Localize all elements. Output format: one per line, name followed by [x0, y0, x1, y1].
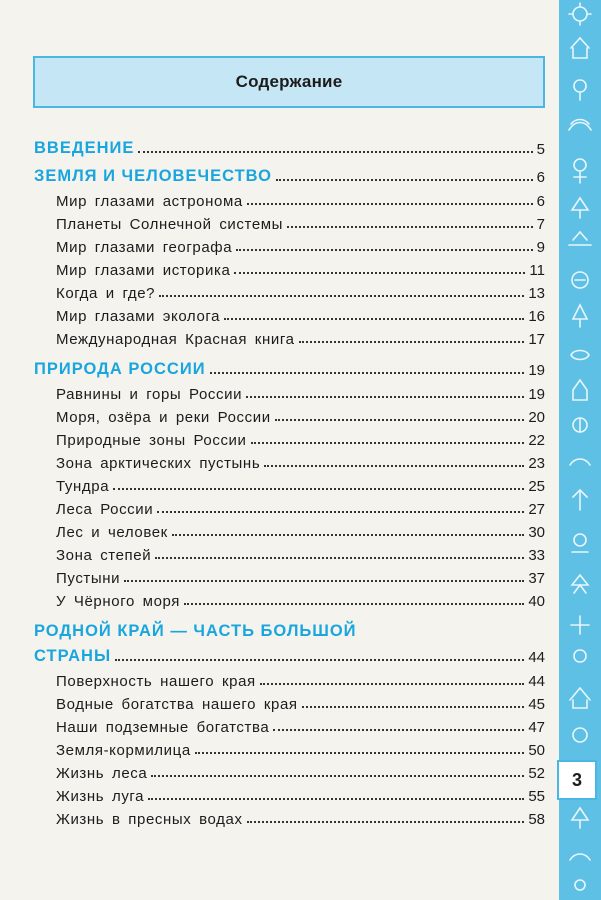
item-page: 45 — [528, 696, 545, 713]
item-page: 20 — [528, 409, 545, 426]
item-page: 13 — [528, 285, 545, 302]
page-number: 3 — [557, 760, 597, 800]
dot-leader — [234, 271, 525, 274]
toc-item[interactable] — [56, 542, 545, 564]
item-page: 47 — [528, 719, 545, 736]
toc-item[interactable] — [56, 234, 545, 256]
item-page: 16 — [528, 308, 545, 325]
section-title: ПРИРОДА РОССИИ — [34, 360, 206, 378]
toc-section-intro[interactable] — [34, 134, 545, 158]
dot-leader — [195, 751, 525, 754]
toc-item[interactable] — [56, 496, 545, 518]
dot-leader — [275, 418, 525, 421]
section-title-line1: РОДНОЙ КРАЙ — ЧАСТЬ БОЛЬШОЙ — [34, 622, 357, 640]
item-page: 27 — [528, 501, 545, 518]
item-title: Мир глазами эколога — [56, 308, 221, 325]
item-title: Земля-кормилица — [56, 742, 191, 759]
dot-leader — [115, 658, 524, 661]
toc-section-earth[interactable] — [34, 162, 545, 186]
dot-leader — [124, 579, 524, 582]
toc-item[interactable] — [56, 257, 545, 279]
item-title: Зона арктических пустынь — [56, 455, 261, 472]
item-page: 52 — [528, 765, 545, 782]
dot-leader — [151, 774, 524, 777]
toc-item[interactable] — [56, 760, 545, 782]
dot-leader — [299, 340, 525, 343]
section-page: 5 — [536, 141, 545, 158]
toc-header-box — [33, 56, 545, 108]
section-title: ЗЕМЛЯ И ЧЕЛОВЕЧЕСТВО — [34, 167, 273, 185]
dot-leader — [302, 705, 525, 708]
item-page: 55 — [528, 788, 545, 805]
item-title: Природные зоны России — [56, 432, 247, 449]
item-page: 33 — [528, 547, 545, 564]
item-title: Когда и где? — [56, 285, 156, 302]
dot-leader — [157, 510, 524, 513]
item-page: 22 — [528, 432, 545, 449]
dot-leader — [155, 556, 524, 559]
dot-leader — [138, 150, 532, 153]
item-page: 25 — [528, 478, 545, 495]
section-page: 6 — [536, 169, 545, 186]
item-title: Мир глазами астронома — [56, 193, 243, 210]
item-page: 40 — [528, 593, 545, 610]
dot-leader — [224, 317, 524, 320]
item-page: 23 — [528, 455, 545, 472]
dot-leader — [148, 797, 524, 800]
toc-item[interactable] — [56, 280, 545, 302]
dot-leader — [247, 202, 533, 205]
dot-leader — [246, 395, 524, 398]
dot-leader — [113, 487, 524, 490]
item-title: Зона степей — [56, 547, 152, 564]
dot-leader — [236, 248, 532, 251]
item-page: 11 — [529, 262, 545, 279]
dot-leader — [184, 602, 524, 605]
item-title: Планеты Солнечной системы — [56, 216, 284, 233]
item-page: 30 — [528, 524, 545, 541]
section-page: 19 — [528, 362, 545, 379]
item-page: 7 — [536, 216, 545, 233]
item-page: 44 — [528, 673, 545, 690]
item-page: 37 — [528, 570, 545, 587]
toc-item[interactable] — [56, 737, 545, 759]
dot-leader — [247, 820, 525, 823]
toc-item[interactable] — [56, 668, 545, 690]
toc-item[interactable] — [56, 519, 545, 541]
dot-leader — [264, 464, 524, 467]
dot-leader — [210, 371, 525, 374]
item-page: 17 — [528, 331, 545, 348]
dot-leader — [276, 178, 533, 181]
item-title: Леса России — [56, 501, 154, 518]
item-title: Жизнь луга — [56, 788, 145, 805]
toc-item[interactable] — [56, 565, 545, 587]
section-title: ВВЕДЕНИЕ — [34, 139, 135, 157]
item-title: Водные богатства нашего края — [56, 696, 298, 713]
toc-item[interactable] — [56, 783, 545, 805]
item-title: Равнины и горы России — [56, 386, 243, 403]
item-page: 50 — [528, 742, 545, 759]
toc-item[interactable] — [56, 427, 545, 449]
toc-item[interactable] — [56, 326, 545, 348]
item-title: Наши подземные богатства — [56, 719, 270, 736]
toc-item[interactable] — [56, 188, 545, 210]
dot-leader — [273, 728, 524, 731]
dot-leader — [172, 533, 524, 536]
page-title: Содержание — [235, 72, 343, 91]
dot-leader — [287, 225, 533, 228]
toc-section-homeland[interactable] — [34, 642, 545, 666]
item-page: 58 — [528, 811, 545, 828]
toc-section-nature[interactable] — [34, 355, 545, 379]
item-title: Моря, озёра и реки России — [56, 409, 271, 426]
toc-item[interactable] — [56, 691, 545, 713]
item-title: Мир глазами географа — [56, 239, 233, 256]
item-page: 6 — [536, 193, 545, 210]
toc-item[interactable] — [56, 473, 545, 495]
item-title: Тундра — [56, 478, 110, 495]
toc-item[interactable] — [56, 714, 545, 736]
toc-item[interactable] — [56, 404, 545, 426]
item-title: Пустыни — [56, 570, 121, 587]
section-page: 44 — [528, 649, 545, 666]
dot-leader — [251, 441, 525, 444]
toc-item[interactable] — [56, 381, 545, 403]
item-title: Жизнь в пресных водах — [56, 811, 243, 828]
toc-item[interactable] — [56, 588, 545, 610]
item-title: Международная Красная книга — [56, 331, 295, 348]
item-page: 9 — [536, 239, 545, 256]
item-title: У Чёрного моря — [56, 593, 181, 610]
toc-item[interactable] — [56, 303, 545, 325]
item-title: Мир глазами историка — [56, 262, 231, 279]
toc-item[interactable] — [56, 450, 545, 472]
section-title: СТРАНЫ — [34, 647, 112, 665]
item-title: Жизнь леса — [56, 765, 148, 782]
toc-item[interactable] — [56, 806, 545, 828]
item-page: 19 — [528, 386, 545, 403]
item-title: Лес и человек — [56, 524, 168, 541]
dot-leader — [159, 294, 524, 297]
dot-leader — [260, 682, 525, 685]
item-title: Поверхность нашего края — [56, 673, 256, 690]
toc-item[interactable] — [56, 211, 545, 233]
